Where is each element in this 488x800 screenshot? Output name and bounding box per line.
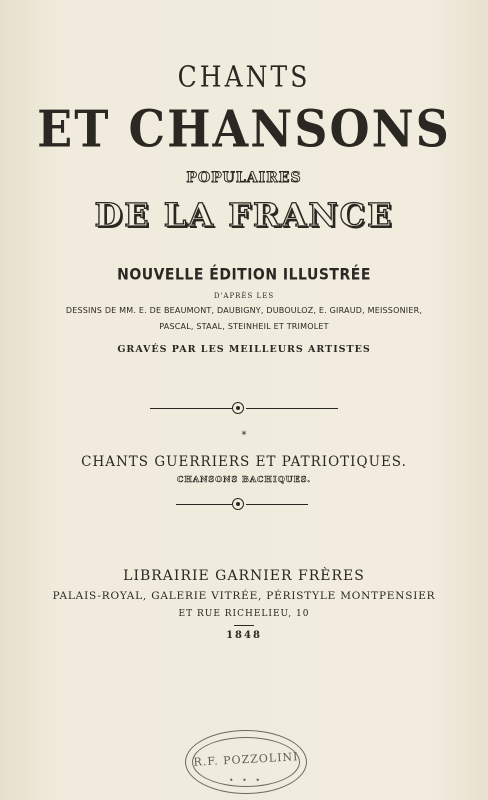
divider-rule-right-2 [246, 504, 308, 505]
title-line-de-la-france: DE LA FRANCE [94, 196, 394, 234]
title-line-populaires: POPULAIRES [186, 170, 302, 186]
library-stamp [185, 730, 307, 794]
title-line-et-chansons: ET CHANSONS [37, 99, 451, 159]
ornament-icon [232, 402, 244, 414]
section-title-chants-guerriers: CHANTS GUERRIERS ET PATRIOTIQUES. [81, 454, 407, 470]
artists-line-2: PASCAL, STAAL, STEINHEIL ET TRIMOLET [159, 322, 329, 331]
publisher-name: LIBRAIRIE GARNIER FRÈRES [123, 568, 365, 584]
edition-apres: D'APRÈS LES [213, 292, 275, 300]
ornament-icon-2 [232, 498, 244, 510]
divider-rule-right [246, 408, 338, 409]
year-rule [234, 625, 254, 626]
section-title-chansons-bachiques: CHANSONS BACHIQUES. [176, 474, 312, 484]
title-line-chants: CHANTS [177, 59, 311, 94]
publisher-address-2: ET RUE RICHELIEU, 10 [178, 609, 310, 619]
publication-year: 1848 [226, 630, 262, 641]
artists-line-1: DESSINS DE MM. E. DE BEAUMONT, DAUBIGNY, DUBOULOZ, E. GIRAUD, MEISSONIER, [65, 306, 423, 315]
volume-marker: * [241, 430, 247, 441]
divider-rule-left [150, 408, 232, 409]
edition-heading: NOUVELLE ÉDITION ILLUSTRÉE [117, 265, 371, 285]
stamp-dots-icon: • • • [228, 776, 264, 785]
divider-rule-left-2 [176, 504, 232, 505]
engravers-line: GRAVÉS PAR LES MEILLEURS ARTISTES [117, 344, 371, 355]
stamp-text: R.F. POZZOLINI [193, 750, 299, 769]
publisher-address-1: PALAIS-ROYAL, GALERIE VITRÉE, PÉRISTYLE MONTPENSIER [52, 590, 436, 602]
